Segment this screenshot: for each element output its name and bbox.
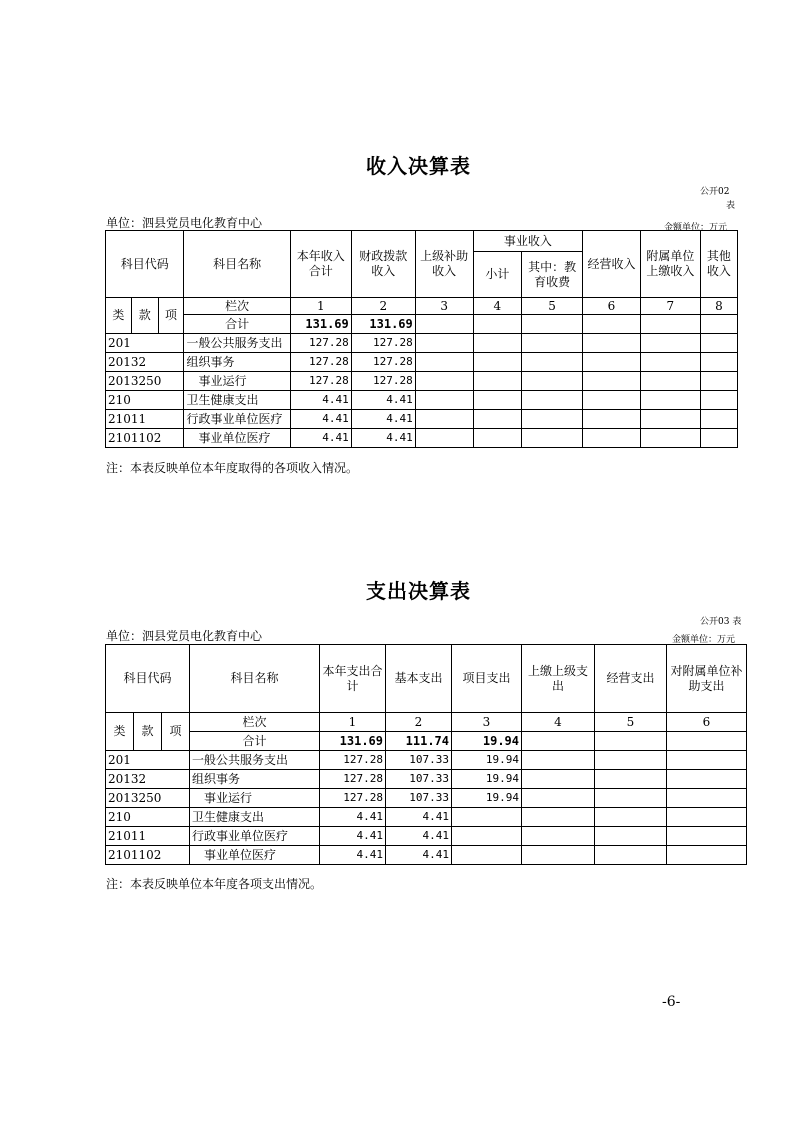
income-col-no: 4 xyxy=(473,298,522,315)
row-code: 21011 xyxy=(106,410,184,429)
income-total-label: 合计 xyxy=(184,315,290,334)
expense-col-no: 1 xyxy=(320,713,386,732)
row-code: 201 xyxy=(106,751,190,770)
table-row xyxy=(106,429,738,448)
expense-header-remit: 上缴上级支出 xyxy=(522,645,595,713)
expense-col-no: 2 xyxy=(386,713,452,732)
row-value xyxy=(452,808,522,827)
row-value: 4.41 xyxy=(351,410,415,429)
row-name: 一般公共服务支出 xyxy=(190,751,320,770)
row-value: 4.41 xyxy=(320,846,386,865)
income-header-other: 其他收入 xyxy=(700,231,737,298)
row-value: 127.28 xyxy=(351,353,415,372)
income-col-no: 2 xyxy=(351,298,415,315)
row-code: 20132 xyxy=(106,770,190,789)
expense-col-no: 5 xyxy=(595,713,667,732)
row-value: 4.41 xyxy=(290,410,351,429)
income-col-no: 5 xyxy=(522,298,583,315)
expense-col-no: 4 xyxy=(522,713,595,732)
row-value: 107.33 xyxy=(386,751,452,770)
income-header-fiscal: 财政拨款收入 xyxy=(351,231,415,298)
row-value: 4.41 xyxy=(351,429,415,448)
row-value: 4.41 xyxy=(351,391,415,410)
row-code: 210 xyxy=(106,391,184,410)
row-value: 4.41 xyxy=(320,808,386,827)
income-header-subtotal: 小计 xyxy=(473,252,522,298)
expense-header-subject-name: 科目名称 xyxy=(190,645,320,713)
row-name: 组织事务 xyxy=(190,770,320,789)
row-code: 2013250 xyxy=(106,789,190,808)
income-header-business: 事业收入 xyxy=(473,231,582,252)
income-column-no-label: 栏次 xyxy=(184,298,290,315)
income-header-subject-code: 科目代码 xyxy=(106,231,184,298)
expense-table xyxy=(105,644,747,865)
row-name: 卫生健康支出 xyxy=(190,808,320,827)
expense-header-kuan: 款 xyxy=(134,713,162,751)
expense-total-value: 111.74 xyxy=(386,732,452,751)
income-col-no: 1 xyxy=(290,298,351,315)
table-row xyxy=(106,353,738,372)
row-name: 行政事业单位医疗 xyxy=(184,410,290,429)
income-header-lei: 类 xyxy=(106,298,132,334)
income-code-line1: 公开02 xyxy=(700,187,730,197)
table-row xyxy=(106,334,738,353)
row-value: 19.94 xyxy=(452,770,522,789)
income-header-total: 本年收入合计 xyxy=(290,231,351,298)
income-header-operating: 经营收入 xyxy=(583,231,641,298)
table-row xyxy=(106,808,747,827)
row-name: 事业单位医疗 xyxy=(190,846,320,865)
expense-header-operating: 经营支出 xyxy=(595,645,667,713)
expense-header-affiliated: 对附属单位补助支出 xyxy=(667,645,747,713)
expense-header-subject-code: 科目代码 xyxy=(106,645,190,713)
row-value: 127.28 xyxy=(351,372,415,391)
table-row xyxy=(106,827,747,846)
row-name: 行政事业单位医疗 xyxy=(190,827,320,846)
row-value: 127.28 xyxy=(320,770,386,789)
income-header-subject-name: 科目名称 xyxy=(184,231,290,298)
expense-code: 公开03 表 xyxy=(700,617,742,627)
row-value: 127.28 xyxy=(290,353,351,372)
expense-header-xiang: 项 xyxy=(162,713,190,751)
row-value xyxy=(452,827,522,846)
expense-unit-label: 单位：泗县党员电化教育中心 xyxy=(106,629,263,643)
table-row xyxy=(106,789,747,808)
expense-header-project: 项目支出 xyxy=(452,645,522,713)
row-code: 2101102 xyxy=(106,429,184,448)
income-total-value: 131.69 xyxy=(351,315,415,334)
expense-title: 支出决算表 xyxy=(366,579,471,603)
income-header-superior-subsidy: 上级补助收入 xyxy=(415,231,473,298)
income-code-line2: 表 xyxy=(726,201,736,211)
table-row xyxy=(106,391,738,410)
row-value: 4.41 xyxy=(290,429,351,448)
row-value: 127.28 xyxy=(290,334,351,353)
row-value: 107.33 xyxy=(386,789,452,808)
income-unit-label: 单位：泗县党员电化教育中心 xyxy=(106,216,263,230)
expense-note: 注：本表反映单位本年度各项支出情况。 xyxy=(106,877,323,891)
income-title: 收入决算表 xyxy=(366,154,471,178)
row-code: 21011 xyxy=(106,827,190,846)
row-value: 127.28 xyxy=(320,789,386,808)
row-name: 卫生健康支出 xyxy=(184,391,290,410)
expense-total-value: 131.69 xyxy=(320,732,386,751)
row-code: 2013250 xyxy=(106,372,184,391)
income-col-no: 8 xyxy=(700,298,737,315)
income-note: 注：本表反映单位本年度取得的各项收入情况。 xyxy=(106,461,359,475)
income-header-affiliated: 附属单位上缴收入 xyxy=(640,231,700,298)
income-header-xiang: 项 xyxy=(158,298,184,334)
row-value: 127.28 xyxy=(320,751,386,770)
income-table xyxy=(105,230,738,448)
table-row xyxy=(106,751,747,770)
income-header-kuan: 款 xyxy=(131,298,158,334)
expense-column-no-label: 栏次 xyxy=(190,713,320,732)
row-code: 201 xyxy=(106,334,184,353)
row-code: 210 xyxy=(106,808,190,827)
table-row xyxy=(106,770,747,789)
row-name: 事业单位医疗 xyxy=(184,429,290,448)
expense-total-value: 19.94 xyxy=(452,732,522,751)
row-value: 127.28 xyxy=(290,372,351,391)
income-col-no: 6 xyxy=(583,298,641,315)
income-amount-unit: 金额单位：万元 xyxy=(664,223,728,233)
row-name: 事业运行 xyxy=(190,789,320,808)
expense-header-total: 本年支出合计 xyxy=(320,645,386,713)
page-number: -6- xyxy=(662,994,681,1010)
row-value: 4.41 xyxy=(386,827,452,846)
table-row xyxy=(106,846,747,865)
row-code: 20132 xyxy=(106,353,184,372)
expense-amount-unit: 金额单位：万元 xyxy=(672,635,736,645)
row-value xyxy=(452,846,522,865)
row-value: 4.41 xyxy=(386,846,452,865)
row-code: 2101102 xyxy=(106,846,190,865)
row-value: 127.28 xyxy=(351,334,415,353)
expense-header-lei: 类 xyxy=(106,713,134,751)
row-name: 事业运行 xyxy=(184,372,290,391)
row-value: 19.94 xyxy=(452,789,522,808)
income-col-no: 3 xyxy=(415,298,473,315)
table-row xyxy=(106,410,738,429)
income-col-no: 7 xyxy=(640,298,700,315)
table-row xyxy=(106,372,738,391)
income-total-value: 131.69 xyxy=(290,315,351,334)
row-value: 4.41 xyxy=(290,391,351,410)
row-value: 19.94 xyxy=(452,751,522,770)
expense-col-no: 6 xyxy=(667,713,747,732)
row-name: 一般公共服务支出 xyxy=(184,334,290,353)
row-value: 107.33 xyxy=(386,770,452,789)
row-value: 4.41 xyxy=(320,827,386,846)
expense-total-label: 合计 xyxy=(190,732,320,751)
income-header-edu-fee: 其中：教育收费 xyxy=(522,252,583,298)
expense-header-basic: 基本支出 xyxy=(386,645,452,713)
expense-col-no: 3 xyxy=(452,713,522,732)
row-name: 组织事务 xyxy=(184,353,290,372)
row-value: 4.41 xyxy=(386,808,452,827)
